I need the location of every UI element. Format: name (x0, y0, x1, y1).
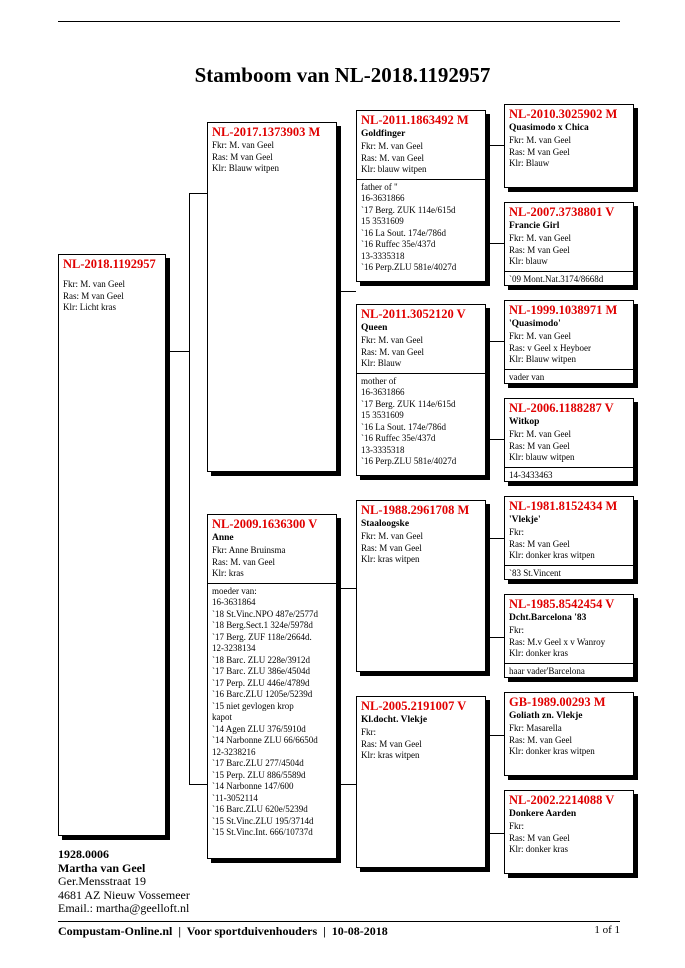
breeder-line: Fkr: M. van Geel (63, 279, 125, 289)
connector-line (487, 243, 504, 244)
note-line: `15 Perp. ZLU 886/5589d (212, 769, 306, 780)
pedigree-box-mother[interactable] (207, 514, 337, 859)
divider (505, 467, 633, 468)
footer-text[interactable]: Compustam-Online.nl | Voor sportduivenhouders | 10-08-2018 (58, 924, 388, 938)
note-line: `16 La Sout. 174e/786d (361, 227, 446, 238)
ring-number: NL-2002.2214088 V (509, 793, 615, 807)
ring-number: NL-1981.8152434 M (509, 499, 618, 513)
connector-line (487, 145, 488, 243)
pigeon-name: Francie Girl (509, 221, 560, 231)
note-line: `15 St.Vinc.Int. 666/10737d (212, 827, 313, 837)
pedigree-box-father[interactable] (207, 122, 337, 472)
connector-line (487, 145, 504, 146)
owner-city: 4681 AZ Nieuw Vossemeer (58, 887, 190, 902)
connector-line (487, 341, 488, 439)
strain-line: Ras: M van Geel (212, 151, 273, 162)
owner-code: 1928.0006 (58, 847, 109, 861)
breeder-line: Fkr: M. van Geel (361, 531, 423, 541)
color-line: Klr: donker kras (509, 648, 568, 658)
connector-line (487, 538, 504, 539)
color-line: Klr: kras (212, 568, 244, 578)
note-line: `14 Agen ZLU 376/5910d (212, 723, 306, 734)
connector-line (487, 833, 504, 834)
connector-line (339, 291, 356, 292)
divider (505, 565, 633, 566)
breeder-line: Fkr: (509, 625, 525, 635)
divider (357, 373, 485, 374)
note-line: 16-3631866 (361, 387, 405, 397)
note-line: moeder van: (212, 585, 257, 596)
connector-line (487, 735, 488, 833)
breeder-line: Fkr: (361, 727, 377, 737)
breeder-line: Fkr: Masarella (509, 723, 562, 733)
owner-name: Martha van Geel (58, 860, 146, 875)
note-line: `17 Berg. ZUF 118e/2664d. (212, 631, 312, 642)
color-line: Klr: blauw (509, 256, 548, 266)
note-line: `16 La Sout. 174e/786d (361, 421, 446, 432)
pedigree-box-gen4-1[interactable] (504, 104, 634, 188)
note-line: `18 Barc. ZLU 228e/3912d (212, 654, 310, 665)
breeder-line: Fkr: M. van Geel (509, 331, 571, 341)
note-line: 15 3531609 (361, 216, 404, 226)
connector-line (487, 439, 504, 440)
top-rule (58, 21, 620, 22)
ring-number: GB-1989.00293 M (509, 695, 606, 709)
strain-line: Ras: M van Geel (509, 244, 570, 255)
ring-number: NL-2011.1863492 M (361, 113, 469, 127)
strain-line: Ras: M. van Geel (212, 556, 275, 567)
note-line: `16 Perp.ZLU 581e/4027d (361, 456, 457, 466)
divider (208, 583, 336, 584)
breeder-line: Fkr: M. van Geel (361, 141, 423, 151)
connector-line (166, 351, 190, 352)
note-line: 16-3631864 (212, 597, 256, 607)
pigeon-name: Dcht.Barcelona '83 (509, 613, 587, 623)
page-title: Stamboom van NL-2018.1192957 (194, 63, 491, 87)
note-line: `16 Perp.ZLU 581e/4027d (361, 262, 457, 272)
strain-line: Ras: M. van Geel (361, 346, 424, 357)
note-line: `18 St.Vinc.NPO 487e/2577d (212, 608, 318, 619)
ring-number: NL-1985.8542454 V (509, 597, 615, 611)
note-line: `16 Ruffec 35e/437d (361, 239, 436, 249)
note-line: `17 Berg. ZUK 114e/615d (361, 398, 456, 409)
note-line: 13-3335318 (361, 444, 405, 455)
pigeon-name: Goldfinger (361, 129, 406, 139)
footer-rule (58, 921, 620, 922)
ring-number: NL-1999.1038971 M (509, 303, 618, 317)
note-line: `16 Barc.ZLU 620e/5239d (212, 804, 308, 814)
ring-number: NL-2010.3025902 M (509, 107, 618, 121)
note-line: 14-3433463 (509, 469, 553, 480)
pedigree-box-gen4-2[interactable] (504, 202, 634, 286)
pedigree-box-gen4-4[interactable] (504, 398, 634, 482)
pedigree-box-gen3-4[interactable] (356, 696, 486, 868)
page-footer (58, 924, 620, 939)
ring-number: NL-2017.1373903 M (212, 125, 321, 139)
pigeon-name: Quasimodo x Chica (509, 123, 589, 133)
pigeon-name: Donkere Aarden (509, 809, 577, 819)
ring-number: NL-2006.1188287 V (509, 401, 614, 415)
performance-notes (361, 376, 481, 468)
note-line: haar vader'Barcelona (509, 665, 585, 676)
strain-line: Ras: M van Geel (63, 290, 124, 301)
strain-line: Ras: v Geel x Heyboer (509, 342, 591, 353)
connector-line (189, 784, 207, 785)
note-line: `17 Berg. ZUK 114e/615d (361, 204, 456, 215)
pedigree-box-gen3-1[interactable] (356, 110, 486, 282)
breeder-line: Fkr: M. van Geel (509, 135, 571, 145)
ring-number: NL-2018.1192957 (63, 257, 156, 271)
pigeon-name: 'Quasimodo' (509, 319, 561, 329)
note-line: `09 Mont.Nat.3174/8668d (509, 273, 604, 284)
strain-line: Ras: M. van Geel (509, 734, 572, 745)
connector-line (339, 588, 356, 589)
color-line: Klr: blauw witpen (509, 452, 575, 462)
breeder-line: Fkr: M. van Geel (212, 140, 274, 150)
note-line: father of " (361, 181, 398, 192)
note-line: 12-3238134 (212, 643, 256, 653)
pigeon-name: Queen (361, 323, 388, 333)
pedigree-box-gen4-7[interactable] (504, 692, 634, 776)
connector-line (189, 193, 207, 194)
note-line: `83 St.Vincent (509, 567, 561, 578)
color-line: Klr: kras witpen (361, 750, 420, 760)
color-line: Klr: Blauw (509, 158, 550, 168)
color-line: Klr: blauw witpen (361, 164, 427, 174)
pigeon-name: Kl.docht. Vlekje (361, 715, 428, 725)
owner-email[interactable]: Email.: martha@geelloft.nl (58, 901, 190, 915)
ring-number: NL-2007.3738801 V (509, 205, 615, 219)
breeder-line: Fkr: M. van Geel (361, 335, 423, 345)
owner-info (58, 848, 190, 916)
performance-notes (361, 182, 481, 274)
note-line: `16 Barc.ZLU 1205e/5239d (212, 689, 313, 699)
note-line: `17 Barc.ZLU 277/4504d (212, 758, 304, 768)
color-line: Klr: Blauw witpen (212, 163, 279, 173)
note-line: mother of (361, 375, 397, 386)
breeder-line: Fkr: Anne Bruinsma (212, 545, 286, 555)
pedigree-box-gen3-3[interactable] (356, 500, 486, 672)
connector-line (487, 538, 488, 637)
pedigree-box-gen3-2[interactable] (356, 304, 486, 476)
ring-number: NL-1988.2961708 M (361, 503, 470, 517)
ring-number: NL-2009.1636300 V (212, 517, 318, 531)
connector-line (487, 735, 504, 736)
note-line: `16 Ruffec 35e/437d (361, 433, 436, 443)
note-line: `14 Narbonne ZLU 66/6650d (212, 735, 318, 745)
color-line: Klr: donker kras (509, 844, 568, 854)
connector-line (339, 193, 340, 196)
connector-line (487, 637, 504, 638)
strain-line: Ras: M van Geel (361, 738, 422, 749)
breeder-line: Fkr: M. van Geel (509, 429, 571, 439)
pigeon-name: 'Vlekje' (509, 515, 541, 525)
ring-number: NL-2011.3052120 V (361, 307, 466, 321)
owner-street: Ger.Mensstraat 19 (58, 874, 146, 888)
divider (505, 663, 633, 664)
color-line: Klr: kras witpen (361, 554, 420, 564)
note-line: vader van (509, 371, 545, 382)
note-line: kapot (212, 712, 232, 722)
note-line: `11-3052114 (212, 792, 258, 803)
pedigree-box-gen4-8[interactable] (504, 790, 634, 874)
page-number: 1 of 1 (594, 924, 620, 936)
strain-line: Ras: M. van Geel (361, 152, 424, 163)
breeder-line: Fkr: M. van Geel (509, 233, 571, 243)
color-line: Klr: Licht kras (63, 302, 116, 312)
connector-line (339, 193, 340, 291)
note-line: `17 Barc. ZLU 386e/4504d (212, 666, 310, 676)
strain-line: Ras: M.v Geel x v Wanroy (509, 636, 606, 647)
breeder-line: Fkr: (509, 821, 525, 831)
pedigree-box-gen4-3[interactable] (504, 300, 634, 384)
divider (505, 369, 633, 370)
color-line: Klr: donker kras witpen (509, 746, 595, 756)
note-line: `15 St.Vinc.ZLU 195/3714d (212, 815, 314, 826)
note-line: 12-3238216 (212, 746, 256, 757)
pigeon-name: Witkop (509, 417, 540, 427)
note-line: `14 Narbonne 147/600 (212, 781, 294, 791)
connector-line (189, 193, 190, 784)
pedigree-box-subject[interactable] (58, 254, 166, 836)
strain-line: Ras: M van Geel (509, 440, 570, 451)
color-line: Klr: Blauw (361, 358, 402, 368)
connector-line (339, 784, 356, 785)
pigeon-name: Goliath zn. Vlekje (509, 711, 583, 721)
strain-line: Ras: M van Geel (509, 538, 570, 549)
connector-line (339, 588, 340, 785)
strain-line: Ras: M van Geel (509, 146, 570, 157)
divider (357, 179, 485, 180)
pigeon-name: Anne (212, 533, 234, 543)
note-line: `18 Berg.Sect.1 324e/5978d (212, 620, 313, 630)
note-line: 16-3631866 (361, 193, 405, 203)
pedigree-box-gen4-6[interactable] (504, 594, 634, 678)
ring-number: NL-2005.2191007 V (361, 699, 467, 713)
pigeon-name: Staaloogske (361, 519, 410, 529)
strain-line: Ras: M van Geel (509, 832, 570, 843)
note-line: `17 Perp. ZLU 446e/4789d (212, 677, 310, 688)
note-line: `15 niet gevlogen krop (212, 700, 294, 711)
pedigree-box-gen4-5[interactable] (504, 496, 634, 580)
connector-line (487, 341, 504, 342)
strain-line: Ras: M van Geel (361, 542, 422, 553)
performance-notes (212, 586, 332, 839)
divider (505, 271, 633, 272)
breeder-line: Fkr: (509, 527, 525, 537)
note-line: 15 3531609 (361, 410, 404, 420)
note-line: 13-3335318 (361, 250, 405, 261)
color-line: Klr: Blauw witpen (509, 354, 576, 364)
color-line: Klr: donker kras witpen (509, 550, 595, 560)
